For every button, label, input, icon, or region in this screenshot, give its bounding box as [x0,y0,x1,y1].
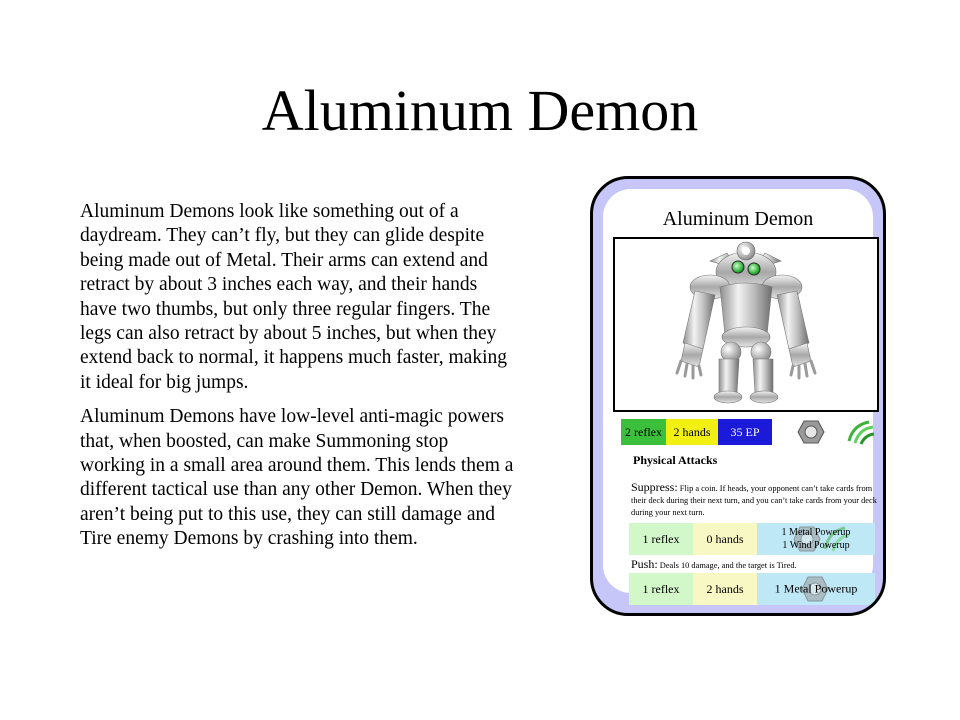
slide-title: Aluminum Demon [261,78,699,143]
physical-attacks-heading: Physical Attacks [633,453,718,467]
powerup-wind: 1 Wind Powerup [782,540,850,551]
stat-hands: 2 hands [666,419,718,445]
metal-nut-icon [797,419,825,445]
cost-powerups [757,523,875,555]
cost-reflex: 1 reflex [629,573,693,605]
cost-hands: 0 hands [693,523,757,555]
attack-push-description: Deals 10 damage, and the target is Tired. [659,561,797,570]
attack-suppress-name: Suppress: [631,480,678,494]
description-text [80,200,514,562]
description-paragraph-2: Aluminum Demons have low-level anti-magic powers that, when boosted, can make Summoning stop working in a small area around them. This lends them a different tactical use than any other Demon. When they aren’t being put to this use, they can still damage and Tire enemy Demons by crashing into them. [80,406,514,550]
attack-push-name: Push: [631,557,658,571]
cost-hands: 2 hands [693,573,757,605]
stat-ep: 35 EP [718,419,772,445]
demon-card [590,176,886,616]
powerup-metal: 1 Metal Powerup [774,581,858,596]
cost-reflex: 1 reflex [629,523,693,555]
attack-push-text [631,558,881,572]
card-name: Aluminum Demon [662,208,814,230]
cost-powerups [757,573,875,605]
card-face [603,189,877,596]
powerup-metal: 1 Metal Powerup [781,527,851,538]
wind-claw-icon [845,419,875,445]
stat-reflex: 2 reflex [621,419,666,445]
description-paragraph-1: Aluminum Demons look like something out of a daydream. They can’t fly, but they can glide despite being made out of Metal. Their arms can extend and retract by about 3 inches each way, and their hands have two thumbs, but only three regular fingers. The legs can also retract by about 5 inches, but when they extend back to normal, it happens much faster, making it ideal for big jumps. [80,201,508,393]
attack-suppress-text [631,481,881,519]
card-artwork [613,237,879,412]
aluminum-demon-image [615,239,877,410]
attack-suppress-description: Flip a coin. If heads, your opponent can’t take cards from their deck during their next turn, and you can’t take cards from your deck during your next turn. [631,484,877,517]
